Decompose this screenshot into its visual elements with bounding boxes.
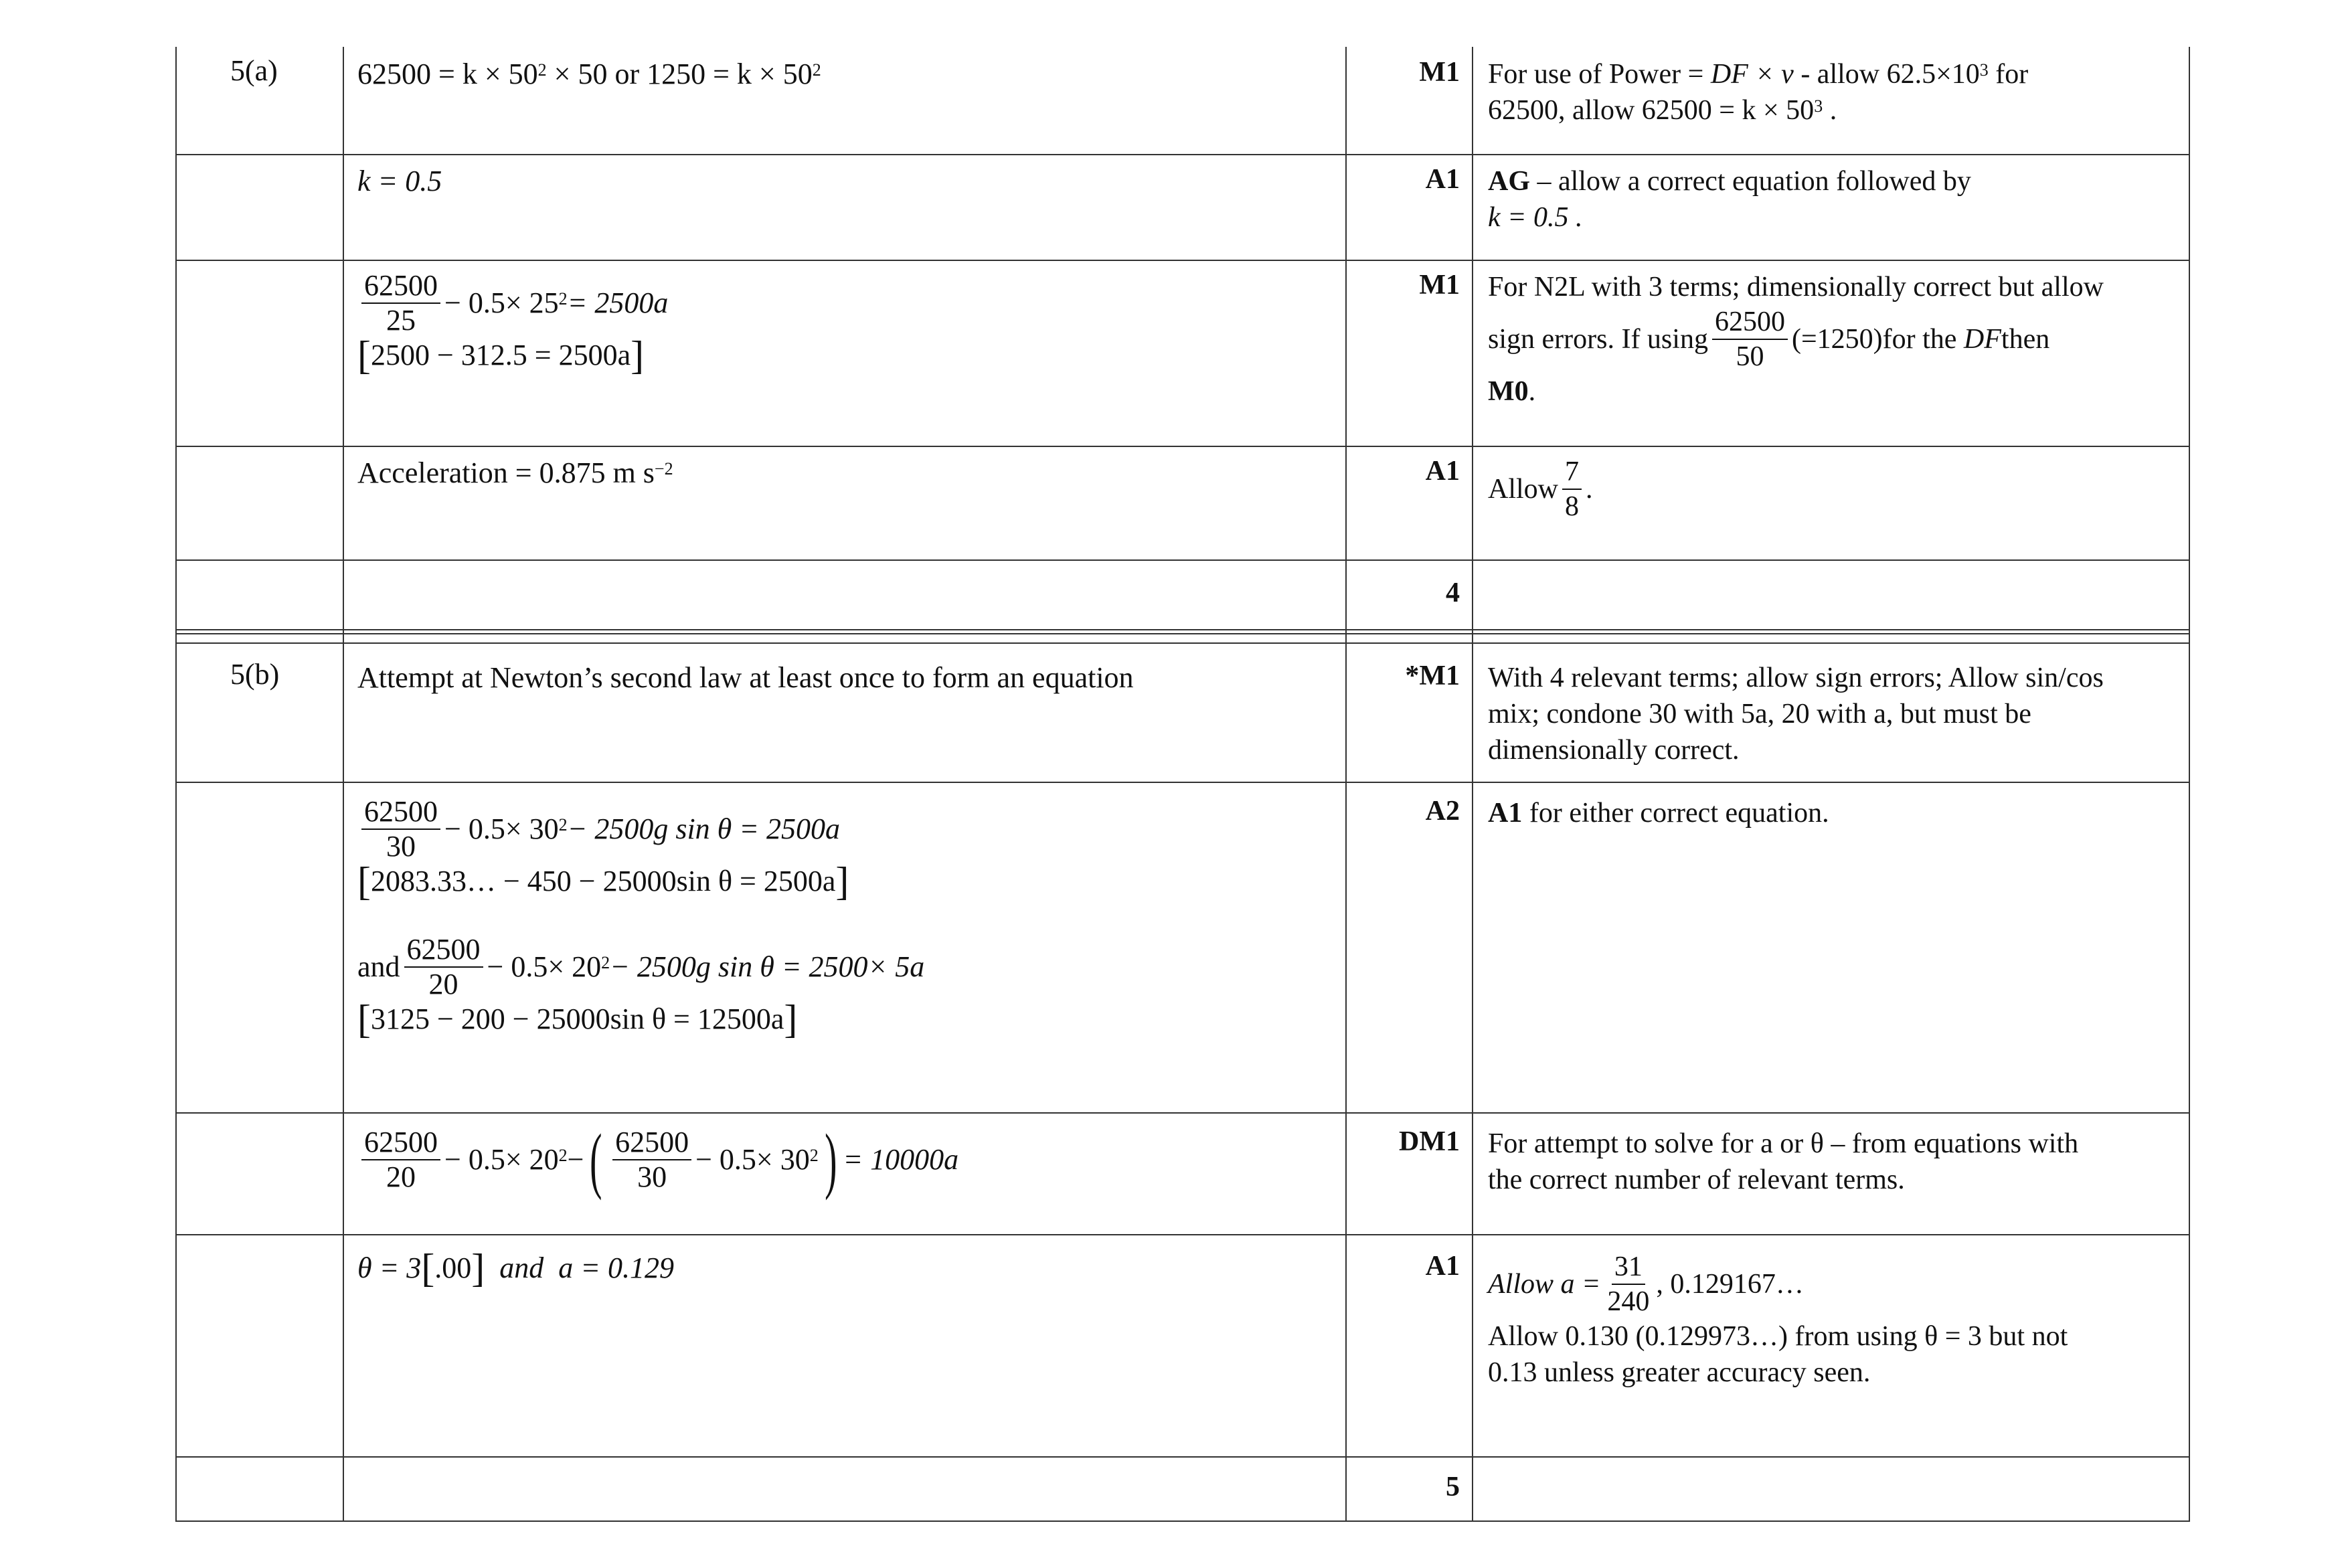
guidance-text: For attempt to solve for a or θ – from equations with the correct number of relevant terms. bbox=[1488, 1128, 2079, 1195]
table-row bbox=[175, 1112, 2190, 1235]
mark-code: DM1 bbox=[1399, 1126, 1460, 1157]
guidance-cell bbox=[1473, 1234, 2190, 1456]
guidance-text: Allow a = $\frac{31}{240}$ , 0.129167… Allow 0.130 (0.129973…) from using θ = 3 but not 0.13 unless greater accuracy seen. bbox=[1488, 1251, 2068, 1388]
total-mark: 5 bbox=[1446, 1472, 1460, 1502]
answer-text: $\frac{62500}{30}$ − 0.5× 30 $^2$ − 2500g sin θ = 2500a [ 2083.33… − 450 − 25000sin θ = 2500a ] and $\frac{62500}{20}$ − 0.5× 20 $^2$ − 2500g sin θ = 2500× 5a [ 3125 − 200 − 25000sin θ = 12500a ] bbox=[357, 795, 925, 1041]
mark-cell bbox=[1347, 1112, 1473, 1234]
mark-cell bbox=[1347, 644, 1473, 782]
guidance-cell bbox=[1473, 644, 2190, 782]
question-label: 5(b) bbox=[230, 658, 280, 691]
table-row bbox=[175, 1234, 2190, 1458]
answer-text: $62500 = k \times 50^2 \times 50$ or $1250 = k \times 50^2$ bbox=[357, 58, 821, 90]
guidance-text: A1 for either correct equation. bbox=[1488, 798, 1829, 829]
guidance-text: For N2L with 3 terms; dimensionally correct but allow sign errors. If using $\frac{62500}{50}$ (=1250) for the DF then M0. bbox=[1488, 272, 2104, 407]
guidance-text: AG – allow a correct equation followed by k = 0.5 . bbox=[1488, 166, 1971, 233]
mark-cell bbox=[1347, 260, 1473, 446]
mark-code: A2 bbox=[1425, 796, 1460, 826]
mark-code: *M1 bbox=[1405, 661, 1460, 691]
answer-text: Acceleration = 0.875 m $s^{-2}$ bbox=[357, 456, 673, 489]
answer-text: θ = 3 [ .00 ] and a = 0.129 bbox=[357, 1246, 674, 1290]
guidance-text: With 4 relevant terms; allow sign errors; Allow sin/cos mix; condone 30 with 5a, 20 with a, but must be dimensionally correct. bbox=[1488, 663, 2104, 766]
fraction: $\frac{62500}{25}$ bbox=[361, 269, 440, 337]
mark-cell bbox=[1347, 47, 1473, 154]
section-divider bbox=[175, 629, 2190, 644]
guidance-cell bbox=[1473, 154, 2190, 260]
table-row bbox=[175, 154, 2190, 261]
guidance-cell bbox=[1473, 446, 2190, 559]
answer-text: k = 0.5 bbox=[357, 165, 442, 197]
answer-cell bbox=[343, 782, 1347, 1112]
guidance-cell bbox=[1473, 47, 2190, 154]
answer-cell bbox=[343, 644, 1347, 782]
answer-cell bbox=[343, 446, 1347, 559]
mark-code: A1 bbox=[1425, 1251, 1460, 1282]
mark-code: M1 bbox=[1419, 270, 1460, 300]
part-a bbox=[175, 47, 2190, 629]
mark-code: A1 bbox=[1425, 164, 1460, 195]
answer-cell bbox=[343, 1234, 1347, 1456]
answer-cell bbox=[343, 1112, 1347, 1234]
total-mark: 4 bbox=[1446, 578, 1460, 608]
table-row bbox=[175, 644, 2190, 783]
mark-code: A1 bbox=[1425, 456, 1460, 487]
table-row bbox=[175, 782, 2190, 1114]
answer-cell bbox=[343, 47, 1347, 154]
answer-cell bbox=[343, 1456, 1347, 1520]
answer-text: $\frac{62500}{25}$ − 0.5× 25 $^2$ = 2500a [ 2500 − 312.5 = 2500a ] bbox=[357, 269, 669, 377]
mark-scheme-table bbox=[175, 47, 2190, 1520]
answer-text: $\frac{62500}{20}$ − 0.5× 20 $^2$ − ( $\frac{62500}{30}$ − 0.5× 30 $^2$ ) = 10000a bbox=[357, 1126, 958, 1194]
mark-cell bbox=[1347, 782, 1473, 1112]
mark-cell bbox=[1347, 1234, 1473, 1456]
mark-cell bbox=[1347, 154, 1473, 260]
table-row bbox=[175, 1456, 2190, 1522]
question-label: 5(a) bbox=[230, 54, 278, 87]
part-b bbox=[175, 644, 2190, 1520]
table-row bbox=[175, 559, 2190, 630]
answer-cell bbox=[343, 154, 1347, 260]
guidance-text: For use of Power = DF × v - allow $62.5\times 10^3$ for 62500, allow $62500 = k \times 50^3$ . bbox=[1488, 59, 2029, 126]
mark-cell bbox=[1347, 1456, 1473, 1520]
guidance-text: Allow $\frac{7}{8}$ . bbox=[1488, 456, 1593, 522]
mark-cell bbox=[1347, 559, 1473, 629]
guidance-cell bbox=[1473, 782, 2190, 1112]
mark-code: M1 bbox=[1419, 57, 1460, 88]
guidance-cell bbox=[1473, 260, 2190, 446]
answer-cell bbox=[343, 559, 1347, 629]
guidance-cell bbox=[1473, 1112, 2190, 1234]
guidance-cell bbox=[1473, 559, 2190, 629]
answer-cell bbox=[343, 260, 1347, 446]
table-row bbox=[175, 260, 2190, 447]
table-row bbox=[175, 47, 2190, 155]
mark-cell bbox=[1347, 446, 1473, 559]
answer-text: Attempt at Newton’s second law at least once to form an equation bbox=[357, 661, 1134, 694]
table-row bbox=[175, 446, 2190, 561]
guidance-cell bbox=[1473, 1456, 2190, 1520]
